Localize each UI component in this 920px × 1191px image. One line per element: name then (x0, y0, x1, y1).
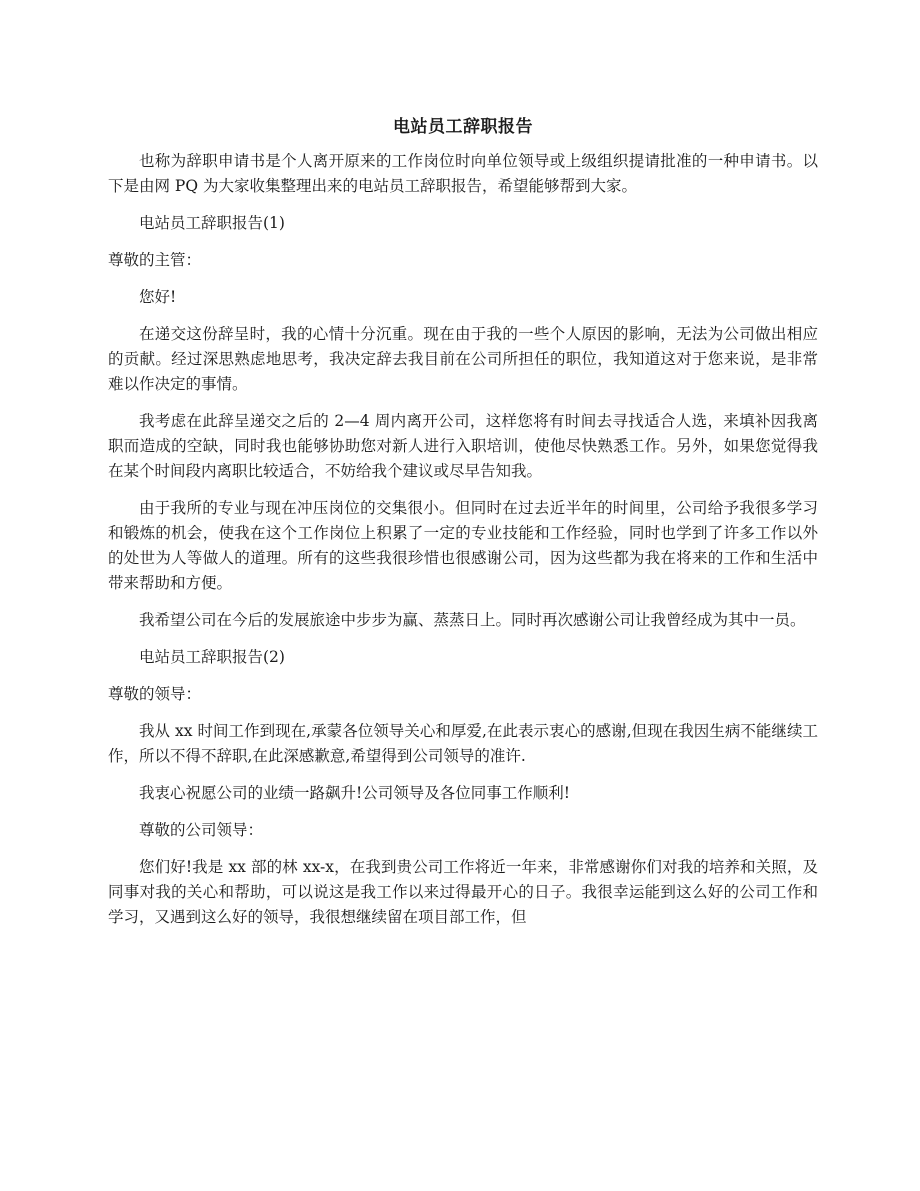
document-page (108, 112, 818, 942)
paragraph: 尊敬的领导： (108, 685, 202, 703)
paragraph: 您好! (139, 288, 177, 306)
paragraph: 由于我所的专业与现在冲压岗位的交集很小。但同时在过去近半年的时间里，公司给予我很多学习和锻炼的机会，使我在这个工作岗位上积累了一定的专业技能和工作经验，同时也学到了许多工作以外的处世为人等做人的道理。所有的这些我很珍惜也很感谢公司，因为这些都为我在将来的工作和生活中带来帮助和方便。 (108, 499, 818, 592)
paragraph: 电站员工辞职报告(1) (139, 214, 285, 232)
document-title: 电站员工辞职报告 (393, 117, 533, 137)
paragraph: 电站员工辞职报告(2) (139, 648, 285, 666)
paragraph: 在递交这份辞呈时，我的心情十分沉重。现在由于我的一些个人原因的影响，无法为公司做出相应的贡献。经过深思熟虑地思考，我决定辞去我目前在公司所担任的职位，我知道这对于您来说，是非常难以作决定的事情。 (108, 325, 818, 393)
paragraph: 我从 xx 时间工作到现在,承蒙各位领导关心和厚爱,在此表示衷心的感谢,但现在我因生病不能继续工作，所以不得不辞职,在此深感歉意,希望得到公司领导的准许. (108, 722, 818, 765)
paragraph: 我衷心祝愿公司的业绩一路飙升!公司领导及各位同事工作顺利! (139, 784, 570, 802)
document-body (108, 149, 818, 930)
paragraph: 我希望公司在今后的发展旅途中步步为赢、蒸蒸日上。同时再次感谢公司让我曾经成为其中一员。 (139, 611, 806, 629)
paragraph: 尊敬的公司领导： (139, 821, 264, 839)
paragraph: 尊敬的主管： (108, 251, 202, 269)
paragraph: 您们好!我是 xx 部的林 xx-x，在我到贵公司工作将近一年来，非常感谢你们对我的培养和关照，及同事对我的关心和帮助，可以说这是我工作以来过得最开心的日子。我很幸运能到这么好的公司工作和学习，又遇到这么好的领导，我很想继续留在项目部工作，但 (108, 858, 818, 926)
paragraph: 我考虑在此辞呈递交之后的 2—4 周内离开公司，这样您将有时间去寻找适合人选，来填补因我离职而造成的空缺，同时我也能够协助您对新人进行入职培训，使他尽快熟悉工作。另外，如果您觉得我在某个时间段内离职比较适合，不妨给我个建议或尽早告知我。 (108, 412, 818, 480)
paragraph: 也称为辞职申请书是个人离开原来的工作岗位时向单位领导或上级组织提请批准的一种申请书。以下是由网 PQ 为大家收集整理出来的电站员工辞职报告，希望能够帮到大家。 (108, 152, 818, 195)
